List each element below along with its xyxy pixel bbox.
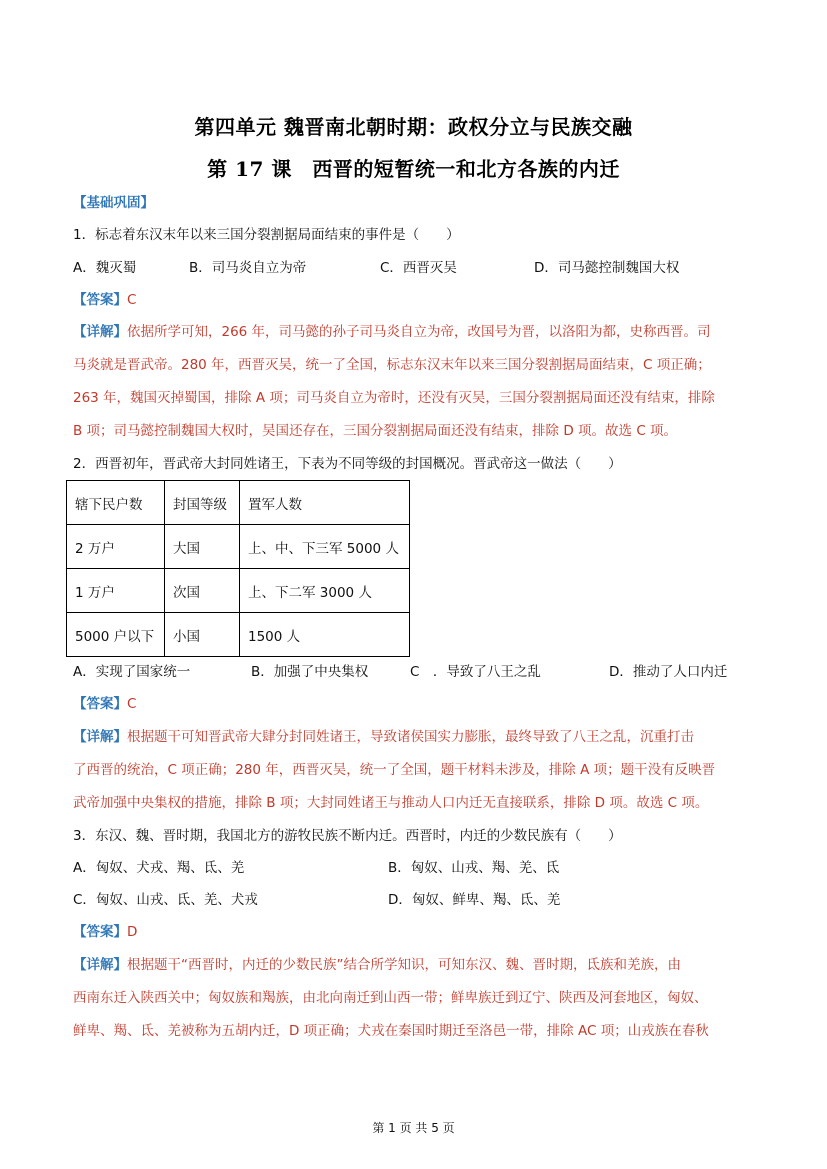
- answer-tag: 【答案】: [73, 696, 127, 712]
- q3-option-c: C．匈奴、山戎、氐、羌、犬戎: [73, 892, 258, 908]
- detail-text: 依据所学可知，266 年，司马懿的孙子司马炎自立为帝，改国号为晋，以洛阳为都，史称西晋。司: [127, 324, 711, 340]
- answer-value: D: [127, 924, 138, 940]
- table-header-cell: 置军人数: [240, 481, 410, 525]
- table-cell: 次国: [165, 569, 240, 613]
- q2-answer: [73, 694, 763, 714]
- page-footer: 第 1 页 共 5 页: [372, 1121, 455, 1135]
- detail-text: 根据题干“西晋时，内迁的少数民族”结合所学知识，可知东汉、魏、晋时期，氐族和羌族，由: [127, 957, 681, 973]
- q3-detail-line: 西南东迁入陕西关中；匈奴族和羯族，由北向南迁到山西一带；鲜卑族迁到辽宁、陕西及河套地区，匈奴、: [73, 990, 708, 1006]
- q2-stem: 2．西晋初年，晋武帝大封同姓诸王，下表为不同等级的封国概况。晋武帝这一做法（ ）: [73, 456, 622, 472]
- answer-tag: 【答案】: [73, 292, 127, 308]
- q2-option-c: C ．导致了八王之乱: [410, 664, 541, 680]
- q3-stem: 3．东汉、魏、晋时期，我国北方的游牧民族不断内迁。西晋时，内迁的少数民族有（ ）: [73, 828, 622, 844]
- q1-option-c: C．西晋灭吴: [380, 260, 457, 276]
- q1-stem: 1．标志着东汉末年以来三国分裂割据局面结束的事件是（ ）: [73, 227, 460, 243]
- table-row: [67, 569, 410, 613]
- q3-detail-line: [73, 955, 763, 975]
- table-cell: 上、下二军 3000 人: [240, 569, 410, 613]
- table-cell: 1500 人: [240, 613, 410, 657]
- table-cell: 大国: [165, 525, 240, 569]
- table-header-cell: 封国等级: [165, 481, 240, 525]
- detail-tag: 【详解】: [73, 957, 127, 973]
- table-cell: 上、中、下三军 5000 人: [240, 525, 410, 569]
- answer-value: C: [127, 292, 137, 308]
- detail-text: 根据题干可知晋武帝大肆分封同姓诸王，导致诸侯国实力膨胀，最终导致了八王之乱，沉重打击: [127, 729, 694, 745]
- lesson-title: 第 17 课 西晋的短暂统一和北方各族的内迁: [207, 157, 620, 181]
- table-cell: 小国: [165, 613, 240, 657]
- q2-option-d: D．推动了人口内迁: [609, 664, 728, 680]
- detail-tag: 【详解】: [73, 324, 127, 340]
- answer-tag: 【答案】: [73, 924, 127, 940]
- table-header-row: [67, 481, 410, 525]
- q1-detail-line: 263 年，魏国灭掉蜀国，排除 A 项；司马炎自立为帝时，还没有灭吴，三国分裂割据局面还没有结束，排除: [73, 390, 715, 406]
- q1-option-b: B．司马炎自立为帝: [189, 260, 307, 276]
- table-row: [67, 613, 410, 657]
- q2-option-a: A．实现了国家统一: [73, 664, 191, 680]
- fief-table: [66, 480, 410, 657]
- q1-detail-line: [73, 322, 763, 342]
- q3-option-b: B．匈奴、山戎、羯、羌、氐: [388, 860, 560, 876]
- q2-detail-line: 了西晋的统治，C 项正确；280 年，西晋灭吴，统一了全国，题干材料未涉及，排除 A 项；题干没有反映晋: [73, 762, 716, 778]
- table-row: [67, 525, 410, 569]
- table-header-cell: 辖下民户数: [67, 481, 165, 525]
- q3-option-a: A．匈奴、犬戎、羯、氐、羌: [73, 860, 245, 876]
- section-tag: 【基础巩固】: [73, 195, 154, 211]
- q2-detail-line: 武帝加强中央集权的措施，排除 B 项；大封同姓诸王与推动人口内迁无直接联系，排除 D 项。故选 C 项。: [73, 795, 709, 811]
- unit-title: 第四单元 魏晋南北朝时期：政权分立与民族交融: [194, 115, 633, 139]
- q2-detail-line: [73, 727, 763, 747]
- q1-option-a: A．魏灭蜀: [73, 260, 137, 276]
- q3-option-d: D．匈奴、鲜卑、羯、氐、羌: [388, 892, 561, 908]
- table-cell: 2 万户: [67, 525, 165, 569]
- q1-detail-line: B 项；司马懿控制魏国大权时，吴国还存在，三国分裂割据局面还没有结束，排除 D 项。故选 C 项。: [73, 423, 678, 439]
- q1-option-d: D．司马懿控制魏国大权: [534, 260, 680, 276]
- answer-value: C: [127, 696, 137, 712]
- q3-answer: [73, 922, 763, 942]
- q2-option-b: B．加强了中央集权: [251, 664, 369, 680]
- q3-detail-line: 鲜卑、羯、氐、羌被称为五胡内迁，D 项正确；犬戎在秦国时期迁至洛邑一带，排除 AC 项；山戎族在春秋: [73, 1023, 709, 1039]
- table-cell: 1 万户: [67, 569, 165, 613]
- q1-answer: [73, 290, 763, 310]
- detail-tag: 【详解】: [73, 729, 127, 745]
- table-cell: 5000 户以下: [67, 613, 165, 657]
- q1-detail-line: 马炎就是晋武帝。280 年，西晋灭吴，统一了全国，标志东汉末年以来三国分裂割据局面结束，C 项正确；: [73, 357, 711, 373]
